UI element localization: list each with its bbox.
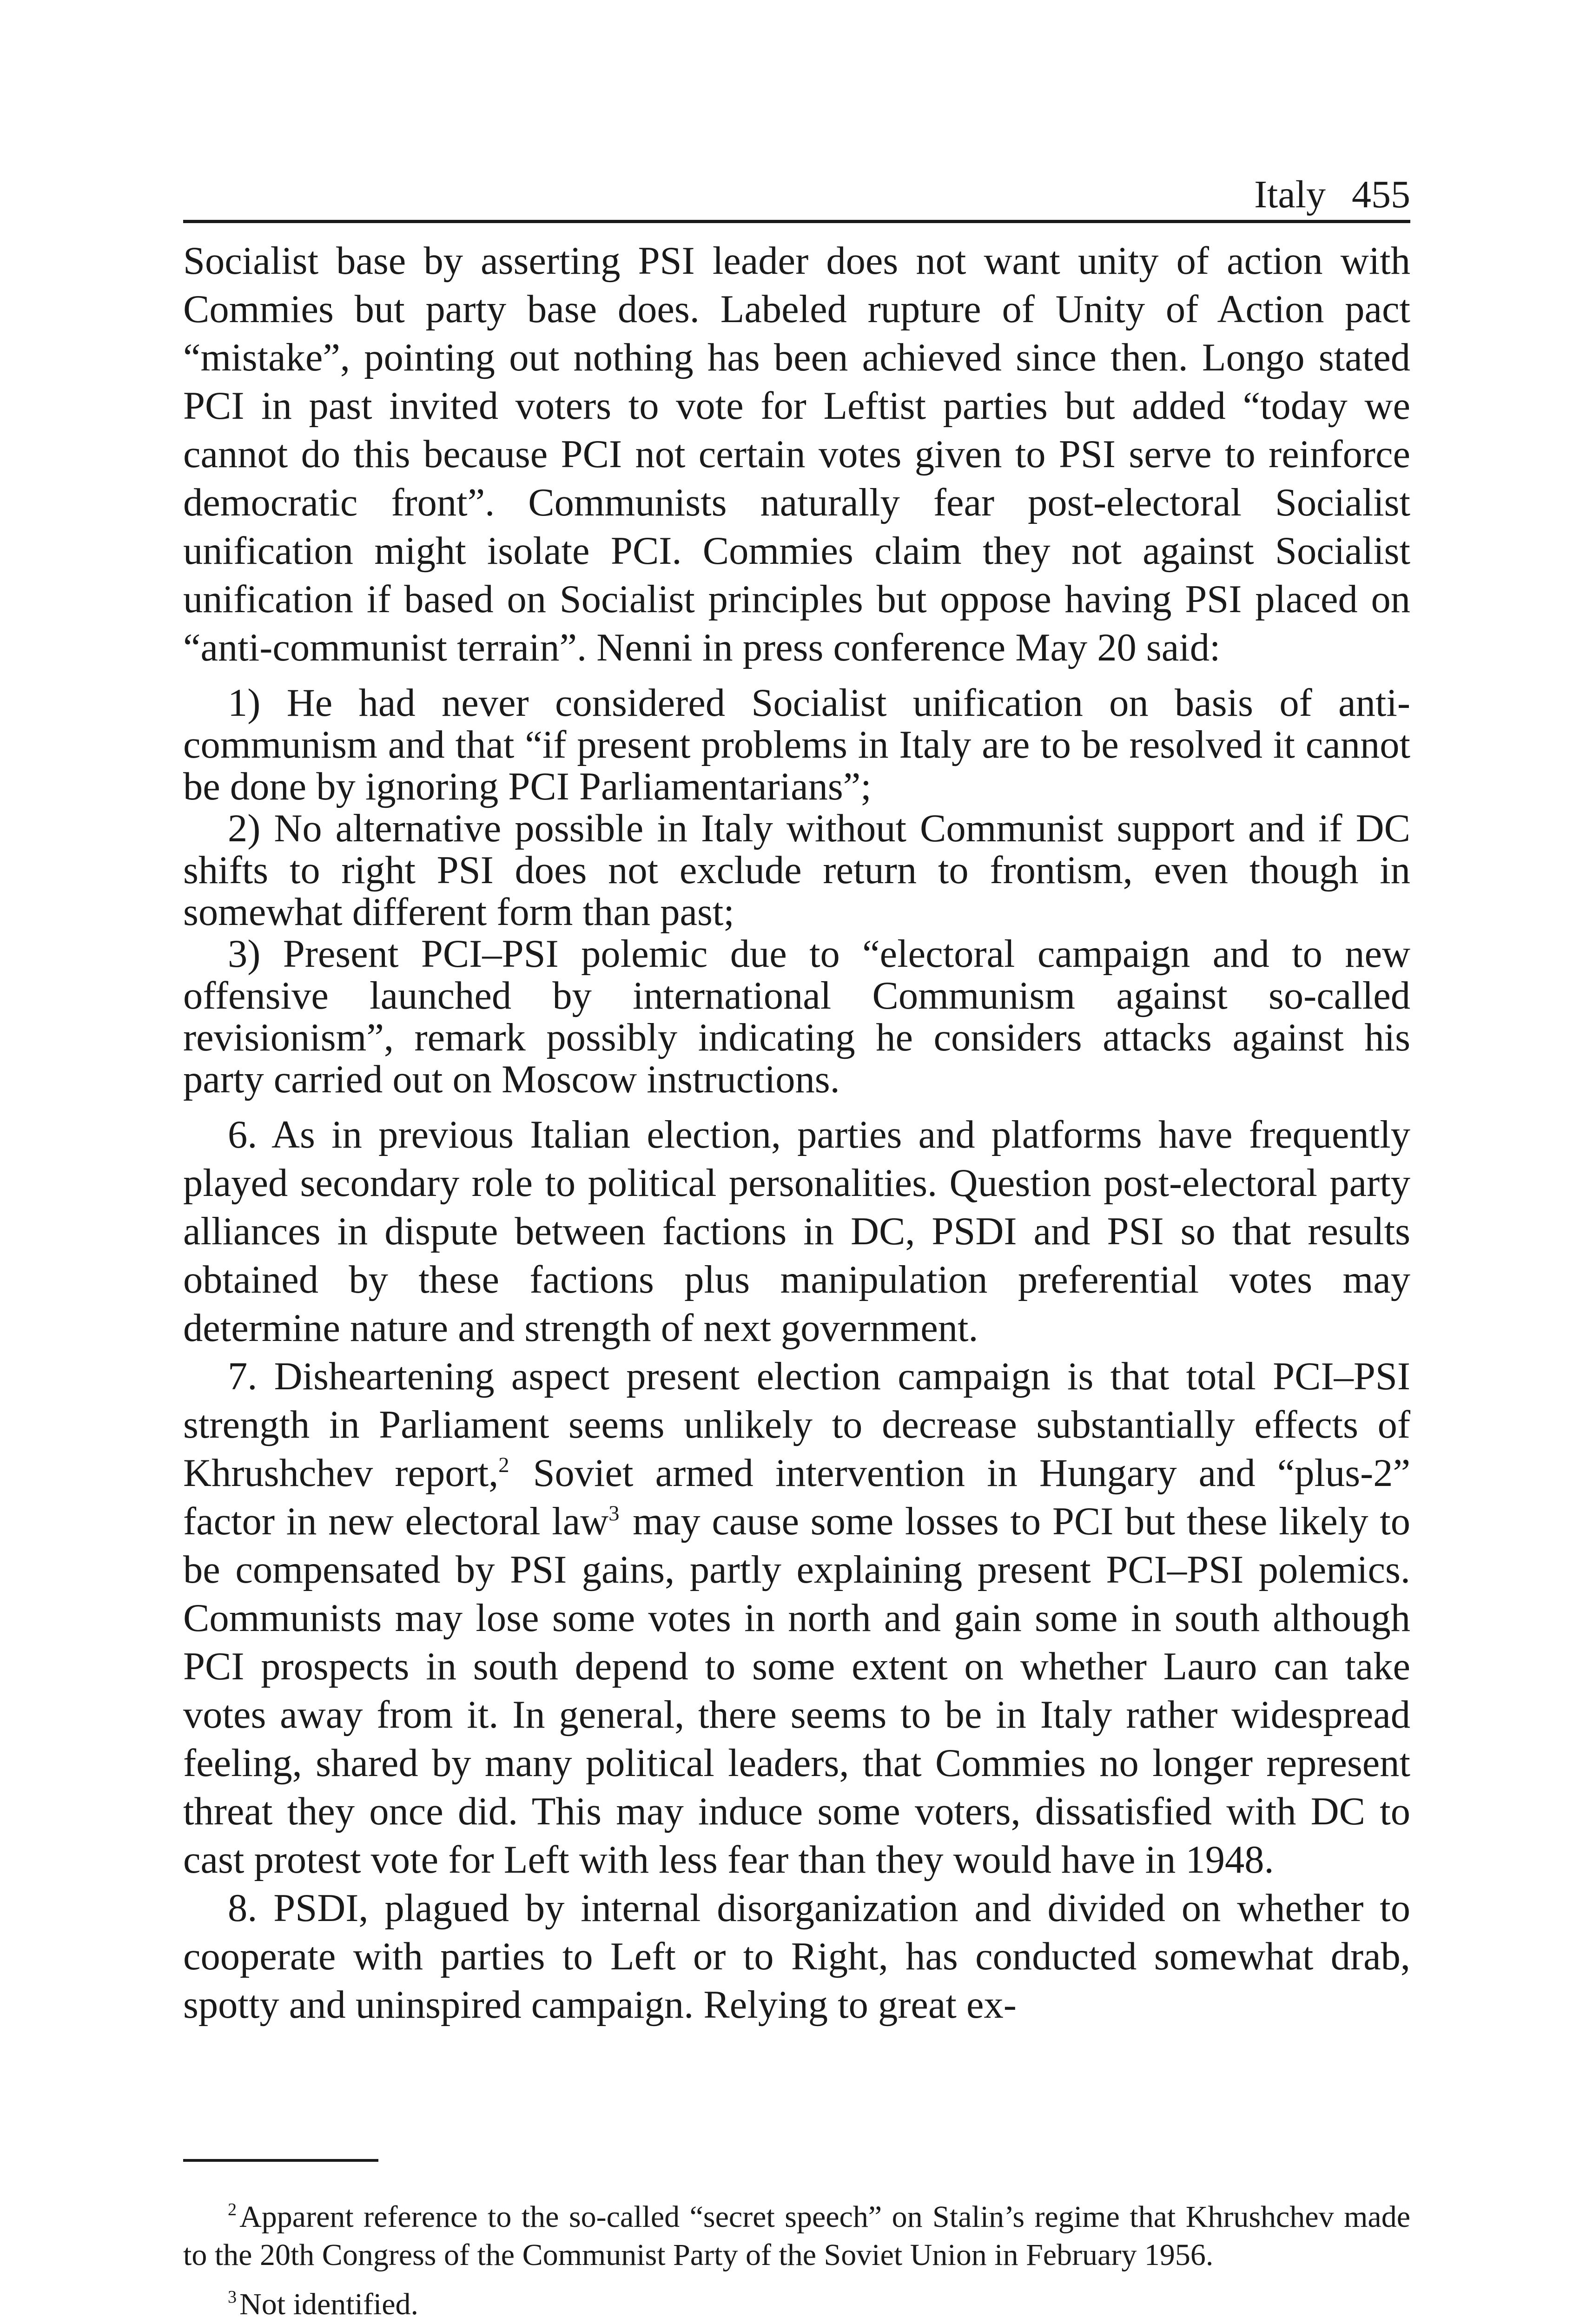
document-page <box>183 158 1410 2029</box>
footnotes <box>183 2159 1410 2324</box>
paragraph-8: 8. PSDI, plagued by internal disorganization and divided on whether to cooperate with parties to Left or to Right, has conducted somewhat drab, spotty and uninspired campaign. Relying to great ex- <box>183 1887 1410 2027</box>
footnote-2-text: Apparent reference to the so-called “secret speech” on Stalin’s regime that Khrushchev made to the 20th Congress of the Communist Party of the Soviet Union in February 1956. <box>183 2200 1410 2272</box>
paragraph-7-part-c: may cause some losses to PCI but these likely to be compensated by PSI gains, partly explaining present PCI–PSI polemics. Communists may lose some votes in north and gain some in south although PCI prospects in south depend to some extent on whether Lauro can take votes away from it. In general, there seems to be in Italy rather widespread feeling, shared by many political leaders, that Commies no longer represent threat they once did. This may induce some voters, dissatisfied with DC to cast protest vote for Left with less fear than they would have in 1948. <box>183 1500 1410 1882</box>
footnote-marker-3: 3 <box>228 2287 237 2307</box>
footnote-3 <box>183 2285 1410 2324</box>
paragraph-continued: Socialist base by asserting PSI leader does not want unity of action with Commies but party base does. Labeled rupture of Unity of Action pact “mistake”, pointing out nothing has been achieved since then. Longo stated PCI in past invited voters to vote for Leftist parties but added “today we cannot do this because PCI not certain votes given to PSI serve to reinforce democratic front”. Communists naturally fear post-electoral Socialist unification might isolate PCI. Commies claim they not against Socialist unification if based on Socialist principles but oppose having PSI placed on “anti-communist terrain”. Nenni in press conference May 20 said: <box>183 239 1410 669</box>
paragraph-7-part-a: 7. Disheartening aspect present election campaign is that total PCI–PSI strength in Parliament seems unlikely to decrease substantially effects of Khrushchev report, <box>183 1355 1410 1495</box>
section-title: Italy <box>1254 173 1326 216</box>
page-number: 455 <box>1352 173 1410 216</box>
footnote-2 <box>183 2198 1410 2274</box>
body-text <box>183 237 1410 2029</box>
list-item-1: 1) He had never considered Socialist unification on basis of anti-communism and that “if present problems in Italy are to be resolved it cannot be done by ignoring PCI Parliamentarians”; <box>183 681 1410 808</box>
list-item-3: 3) Present PCI–PSI polemic due to “electoral campaign and to new offensive launched by international Communism against so-called revisionism”, remark possibly indicating he considers attacks against his party carried out on Moscow instructions. <box>183 932 1410 1101</box>
footnote-marker-2: 2 <box>228 2200 237 2220</box>
list-item-2: 2) No alternative possible in Italy without Communist support and if DC shifts to right PSI does not exclude return to frontism, even though in somewhat different form than past; <box>183 807 1410 934</box>
footnote-3-text: Not identified. <box>239 2287 419 2321</box>
paragraph-7 <box>183 1353 1410 1884</box>
paragraph-7-part-b: Soviet armed intervention in Hungary and “plus-2” factor in new electoral law <box>183 1452 1410 1543</box>
footnote-ref-2: 2 <box>498 1453 509 1477</box>
footnote-divider <box>183 2159 378 2162</box>
paragraph-6: 6. As in previous Italian election, parties and platforms have frequently played secondary role to political personalities. Question post-electoral party alliances in dispute between factions in DC, PSDI and PSI so that results obtained by these factions plus manipulation preferential votes may determine nature and strength of next government. <box>183 1113 1410 1350</box>
footnote-ref-3: 3 <box>608 1501 620 1525</box>
running-head <box>183 158 1410 223</box>
